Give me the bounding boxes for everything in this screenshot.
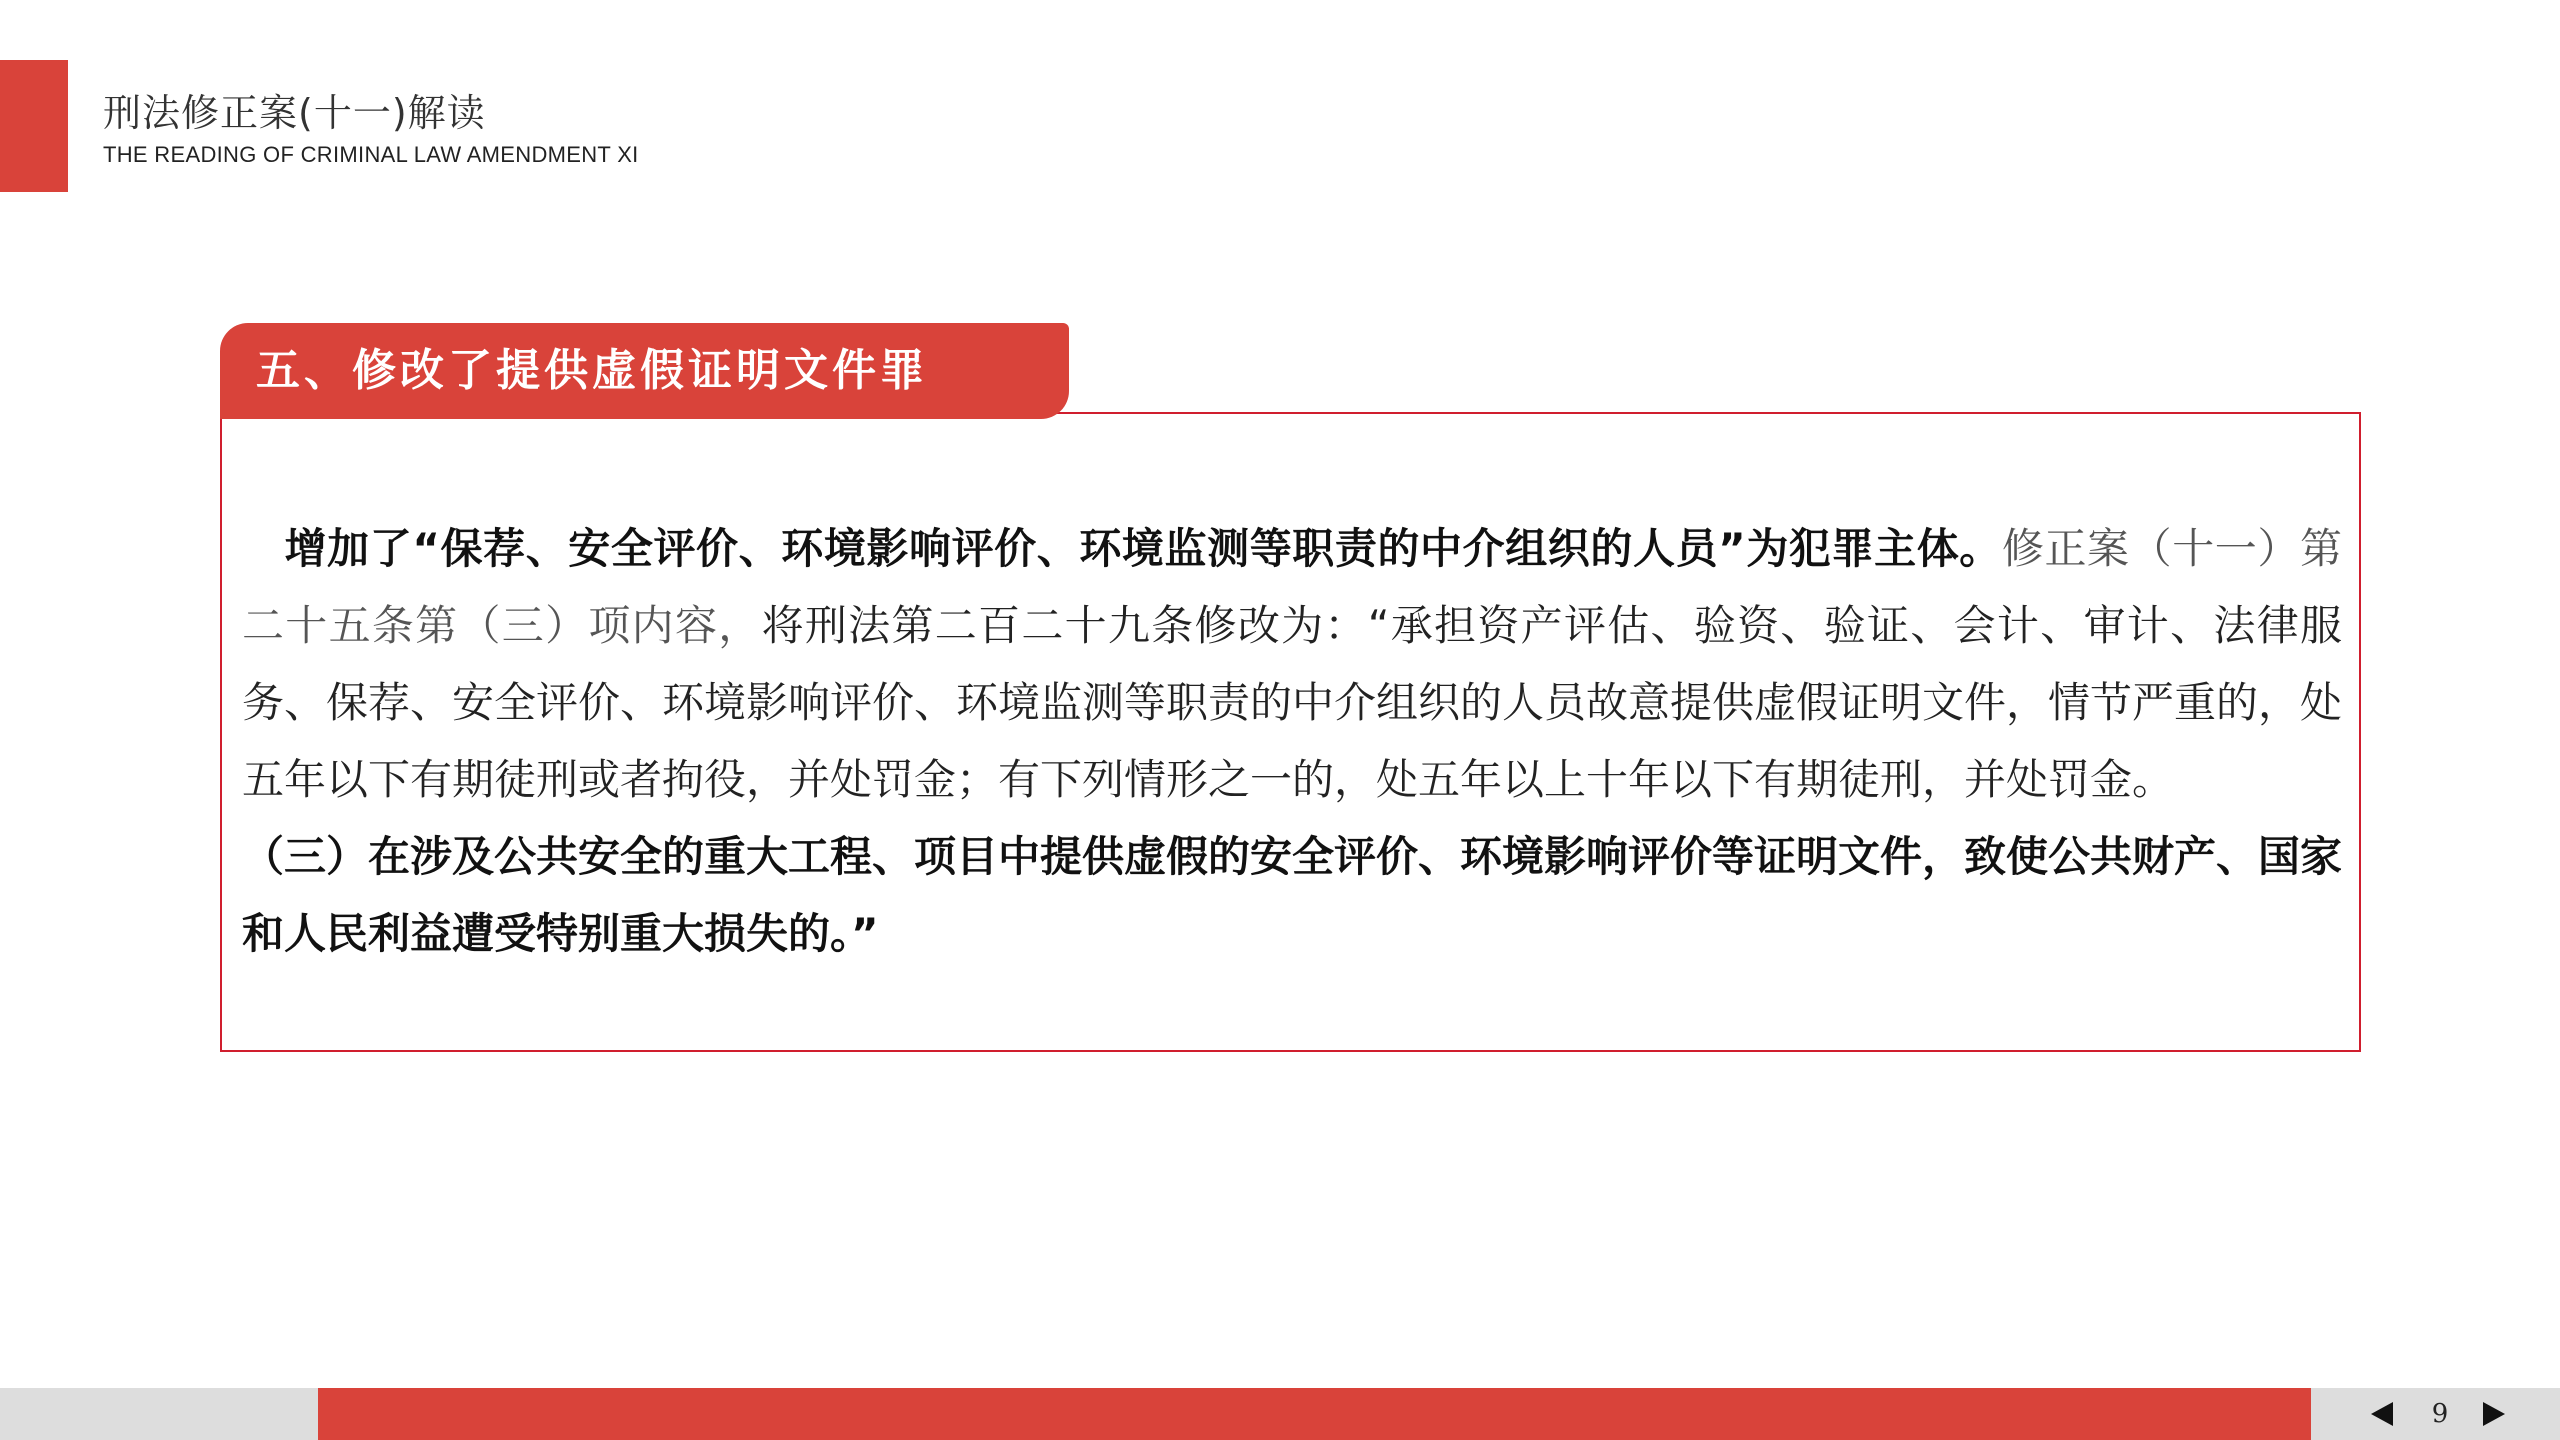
footer-bar [0, 1388, 2560, 1440]
page-number: 9 [2431, 1399, 2449, 1429]
content-box [220, 412, 2361, 1052]
prev-page-button[interactable] [2362, 1388, 2402, 1440]
footer-red-strip [318, 1388, 2311, 1440]
content-paragraph [242, 510, 2342, 972]
content-emphasis-subject: 增加了“保荐、安全评价、环境影响评价、环境监测等职责的中介组织的人员”为犯罪主体。 [284, 524, 2002, 573]
section-title: 五、修改了提供虚假证明文件罪 [256, 345, 928, 396]
content-amendment-reference: 修正案（十一）第二十五条第（三）项内容， [242, 524, 2342, 650]
header-accent-bar [0, 60, 68, 192]
section-tab [220, 323, 1069, 419]
content-emphasis-clause: （三）在涉及公共安全的重大工程、项目中提供虚假的安全评价、环境影响评价等证明文件，致使公共财产、国家和人民利益遭受特别重大损失的。” [242, 832, 2343, 958]
next-page-button[interactable] [2474, 1388, 2514, 1440]
header-title: 刑法修正案(十一)解读 [103, 91, 486, 135]
content-article-text: 将刑法第二百二十九条修改为：“承担资产评估、验资、验证、会计、审计、法律服务、保荐、安全评价、环境影响评价、环境监测等职责的中介组织的人员故意提供虚假证明文件，情节严重的，处五年以下有期徒刑或者拘役，并处罚金；有下列情形之一的，处五年以上十年以下有期徒刑，并处罚金。 [242, 601, 2343, 804]
triangle-right-icon [2483, 1402, 2505, 1426]
triangle-left-icon [2371, 1402, 2393, 1426]
header-subtitle: THE READING OF CRIMINAL LAW AMENDMENT XI [103, 142, 639, 167]
